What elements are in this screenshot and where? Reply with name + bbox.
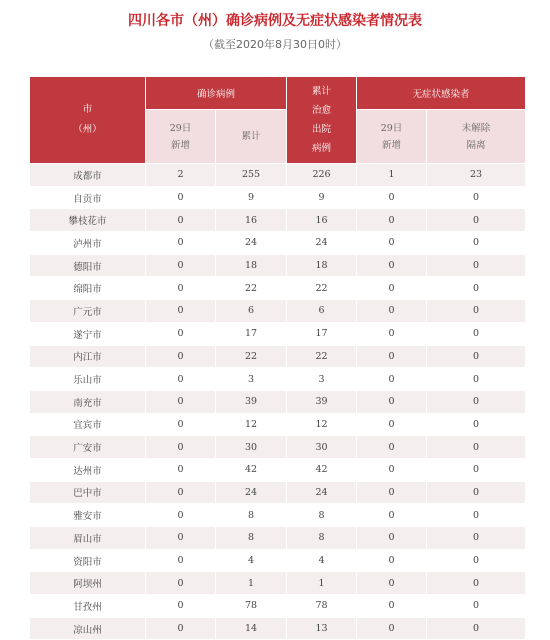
cell-new29: 0 [146, 322, 216, 345]
cell-city: 凉山州 [30, 617, 146, 640]
cell-unreleased: 0 [427, 300, 526, 323]
cell-new29: 0 [146, 436, 216, 459]
cell-total: 255 [216, 164, 287, 187]
cell-total: 9 [216, 186, 287, 209]
cell-new29: 2 [146, 164, 216, 187]
cell-asym-new: 1 [357, 164, 427, 187]
cell-total: 8 [216, 504, 287, 527]
cell-new29: 0 [146, 254, 216, 277]
cell-cured: 39 [287, 390, 357, 413]
cell-city: 宜宾市 [30, 413, 146, 436]
cell-unreleased: 0 [427, 277, 526, 300]
cell-city: 广元市 [30, 300, 146, 323]
cases-table [29, 76, 526, 640]
table-row [30, 436, 526, 459]
header-new29-line1: 29日 [169, 122, 192, 134]
cell-unreleased: 23 [427, 164, 526, 187]
cell-cured: 78 [287, 595, 357, 618]
header-cumulative: 累计 [216, 110, 287, 164]
cell-asym-new: 0 [357, 527, 427, 550]
cell-asym-new: 0 [357, 368, 427, 391]
cell-total: 12 [216, 413, 287, 436]
cell-city: 达州市 [30, 458, 146, 481]
header-cured-line4: 病例 [312, 143, 332, 154]
cell-unreleased: 0 [427, 549, 526, 572]
cell-new29: 0 [146, 300, 216, 323]
cell-cured: 9 [287, 186, 357, 209]
cell-cured: 24 [287, 232, 357, 255]
table-row [30, 209, 526, 232]
cell-cured: 22 [287, 277, 357, 300]
cell-city: 自贡市 [30, 186, 146, 209]
cell-cured: 12 [287, 413, 357, 436]
table-row [30, 322, 526, 345]
cell-unreleased: 0 [427, 368, 526, 391]
table-body [30, 164, 526, 640]
cell-asym-new: 0 [357, 232, 427, 255]
cell-city: 绵阳市 [30, 277, 146, 300]
cell-total: 78 [216, 595, 287, 618]
header-city-line1: 市 [82, 104, 93, 115]
page-subtitle: （截至2020年8月30日0时） [203, 38, 347, 51]
page-title: 四川各市（州）确诊病例及无症状感染者情况表 [128, 13, 422, 29]
cell-unreleased: 0 [427, 186, 526, 209]
cell-unreleased: 0 [427, 209, 526, 232]
table-row [30, 617, 526, 640]
table-row [30, 481, 526, 504]
cell-unreleased: 0 [427, 345, 526, 368]
cell-new29: 0 [146, 617, 216, 640]
cell-asym-new: 0 [357, 209, 427, 232]
cell-total: 4 [216, 549, 287, 572]
table-row [30, 254, 526, 277]
cell-city: 德阳市 [30, 254, 146, 277]
cell-unreleased: 0 [427, 458, 526, 481]
cell-total: 16 [216, 209, 287, 232]
cell-asym-new: 0 [357, 504, 427, 527]
cell-asym-new: 0 [357, 345, 427, 368]
table-row [30, 345, 526, 368]
header-city-line2: （州） [73, 124, 102, 135]
cell-unreleased: 0 [427, 232, 526, 255]
table-row [30, 277, 526, 300]
cell-city: 成都市 [30, 164, 146, 187]
table-row [30, 527, 526, 550]
cell-city: 资阳市 [30, 549, 146, 572]
cell-unreleased: 0 [427, 595, 526, 618]
header-cured-line2: 治愈 [312, 105, 332, 116]
cell-unreleased: 0 [427, 436, 526, 459]
header-unreleased-line1: 未解除 [461, 122, 491, 134]
cell-asym-new: 0 [357, 595, 427, 618]
cell-total: 24 [216, 481, 287, 504]
cell-city: 甘孜州 [30, 595, 146, 618]
cell-unreleased: 0 [427, 572, 526, 595]
header-cured-line3: 出院 [312, 124, 332, 135]
cell-cured: 4 [287, 549, 357, 572]
cell-total: 22 [216, 345, 287, 368]
cell-asym-new: 0 [357, 549, 427, 572]
cell-total: 39 [216, 390, 287, 413]
header-asymptomatic: 无症状感染者 [357, 77, 526, 110]
cell-cured: 13 [287, 617, 357, 640]
header-unreleased-line2: 隔离 [466, 139, 486, 151]
cell-cured: 226 [287, 164, 357, 187]
cell-city: 遂宁市 [30, 322, 146, 345]
cell-unreleased: 0 [427, 413, 526, 436]
cell-city: 内江市 [30, 345, 146, 368]
cell-asym-new: 0 [357, 322, 427, 345]
cell-asym-new: 0 [357, 254, 427, 277]
table-row [30, 390, 526, 413]
table-row [30, 549, 526, 572]
table-row [30, 164, 526, 187]
cell-new29: 0 [146, 368, 216, 391]
cell-new29: 0 [146, 186, 216, 209]
cell-city: 南充市 [30, 390, 146, 413]
cell-unreleased: 0 [427, 504, 526, 527]
cell-total: 1 [216, 572, 287, 595]
cell-new29: 0 [146, 572, 216, 595]
cell-new29: 0 [146, 413, 216, 436]
cell-cured: 6 [287, 300, 357, 323]
cell-asym-new: 0 [357, 458, 427, 481]
header-unreleased [427, 110, 526, 164]
cell-asym-new: 0 [357, 481, 427, 504]
cell-new29: 0 [146, 232, 216, 255]
table-row [30, 232, 526, 255]
cell-total: 14 [216, 617, 287, 640]
cell-city: 眉山市 [30, 527, 146, 550]
cell-asym-new: 0 [357, 617, 427, 640]
cell-cured: 30 [287, 436, 357, 459]
cell-unreleased: 0 [427, 322, 526, 345]
cell-city: 阿坝州 [30, 572, 146, 595]
cell-total: 30 [216, 436, 287, 459]
cell-total: 24 [216, 232, 287, 255]
cell-total: 3 [216, 368, 287, 391]
cell-new29: 0 [146, 345, 216, 368]
header-cured [287, 77, 357, 164]
header-confirmed: 确诊病例 [146, 77, 287, 110]
header-cured-line1: 累计 [312, 86, 332, 97]
cell-total: 17 [216, 322, 287, 345]
table-row [30, 458, 526, 481]
cell-unreleased: 0 [427, 617, 526, 640]
cell-unreleased: 0 [427, 390, 526, 413]
header-asym-new29-line1: 29日 [380, 122, 403, 134]
cell-total: 42 [216, 458, 287, 481]
cell-asym-new: 0 [357, 300, 427, 323]
header-new29-line2: 新增 [170, 139, 190, 151]
table-row [30, 595, 526, 618]
table-row [30, 186, 526, 209]
cell-new29: 0 [146, 390, 216, 413]
cell-cured: 3 [287, 368, 357, 391]
cell-total: 6 [216, 300, 287, 323]
header-city [30, 77, 146, 164]
cell-new29: 0 [146, 504, 216, 527]
cell-asym-new: 0 [357, 277, 427, 300]
cell-total: 8 [216, 527, 287, 550]
cell-city: 泸州市 [30, 232, 146, 255]
cell-cured: 17 [287, 322, 357, 345]
cell-new29: 0 [146, 595, 216, 618]
cell-city: 雅安市 [30, 504, 146, 527]
cell-asym-new: 0 [357, 436, 427, 459]
cell-city: 乐山市 [30, 368, 146, 391]
cell-cured: 22 [287, 345, 357, 368]
header-new29 [146, 110, 216, 164]
header-asym-new29-line2: 新增 [382, 139, 402, 151]
cell-new29: 0 [146, 549, 216, 572]
cell-new29: 0 [146, 209, 216, 232]
cell-city: 巴中市 [30, 481, 146, 504]
cell-new29: 0 [146, 527, 216, 550]
cell-new29: 0 [146, 458, 216, 481]
cell-cured: 24 [287, 481, 357, 504]
table-row [30, 413, 526, 436]
table-row [30, 368, 526, 391]
cell-city: 攀枝花市 [30, 209, 146, 232]
cell-cured: 8 [287, 527, 357, 550]
cell-new29: 0 [146, 277, 216, 300]
cell-asym-new: 0 [357, 390, 427, 413]
cell-unreleased: 0 [427, 254, 526, 277]
table-row [30, 504, 526, 527]
cell-new29: 0 [146, 481, 216, 504]
cell-cured: 42 [287, 458, 357, 481]
table-row [30, 300, 526, 323]
cell-cured: 16 [287, 209, 357, 232]
cell-cured: 8 [287, 504, 357, 527]
cell-city: 广安市 [30, 436, 146, 459]
cell-unreleased: 0 [427, 527, 526, 550]
cell-asym-new: 0 [357, 572, 427, 595]
cell-total: 22 [216, 277, 287, 300]
cell-total: 18 [216, 254, 287, 277]
table-row [30, 572, 526, 595]
cell-unreleased: 0 [427, 481, 526, 504]
cell-asym-new: 0 [357, 413, 427, 436]
header-asym-new29 [357, 110, 427, 164]
cell-cured: 18 [287, 254, 357, 277]
cell-asym-new: 0 [357, 186, 427, 209]
cell-cured: 1 [287, 572, 357, 595]
